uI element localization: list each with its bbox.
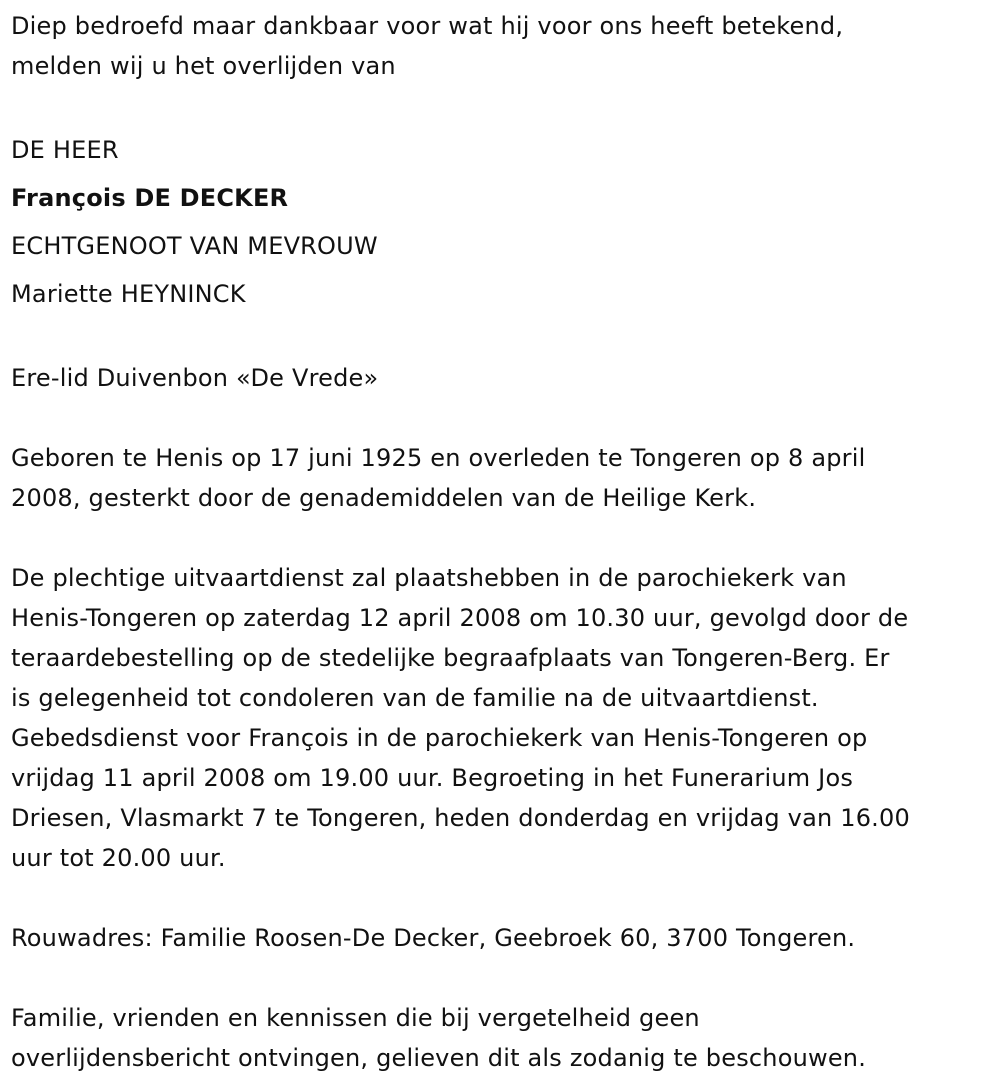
service-paragraph: [11, 558, 988, 878]
intro-line: Diep bedroefd maar dankbaar voor wat hij voor ons heeft betekend,: [11, 12, 844, 40]
service-line: uur tot 20.00 uur.: [11, 844, 226, 872]
birth-death-line: Geboren te Henis op 17 juni 1925 en overleden te Tongeren op 8 april: [11, 444, 866, 472]
closing-line: Familie, vrienden en kennissen die bij vergetelheid geen: [11, 1004, 700, 1032]
mourning-address: Rouwadres: Familie Roosen-De Decker, Geebroek 60, 3700 Tongeren.: [11, 924, 856, 952]
service-line: Driesen, Vlasmarkt 7 te Tongeren, heden donderdag en vrijdag van 16.00: [11, 804, 910, 832]
deceased-block: [11, 126, 988, 318]
intro-line: melden wij u het overlijden van: [11, 52, 396, 80]
service-line: Gebedsdienst voor François in de parochiekerk van Henis-Tongeren op: [11, 724, 868, 752]
birth-death-line: 2008, gesterkt door de genademiddelen van de Heilige Kerk.: [11, 484, 757, 512]
paragraph-gap: [11, 86, 988, 126]
paragraph-gap: [11, 518, 988, 558]
intro-paragraph: [11, 6, 988, 86]
honor-line: Ere-lid Duivenbon «De Vrede»: [11, 364, 379, 392]
paragraph-gap: [11, 318, 988, 358]
paragraph-gap: [11, 958, 988, 998]
service-line: teraardebestelling op de stedelijke begraafplaats van Tongeren-Berg. Er: [11, 644, 890, 672]
deceased-title: DE HEER: [11, 136, 119, 164]
birth-death-paragraph: [11, 438, 988, 518]
paragraph-gap: [11, 878, 988, 918]
deceased-name: François DE DECKER: [11, 184, 289, 212]
service-line: Henis-Tongeren op zaterdag 12 april 2008 om 10.30 uur, gevolgd door de: [11, 604, 909, 632]
closing-paragraph: [11, 998, 988, 1078]
service-line: vrijdag 11 april 2008 om 19.00 uur. Begroeting in het Funerarium Jos: [11, 764, 854, 792]
service-line: is gelegenheid tot condoleren van de familie na de uitvaartdienst.: [11, 684, 819, 712]
service-line: De plechtige uitvaartdienst zal plaatshebben in de parochiekerk van: [11, 564, 847, 592]
paragraph-gap: [11, 398, 988, 438]
closing-line: overlijdensbericht ontvingen, gelieven dit als zodanig te beschouwen.: [11, 1044, 867, 1072]
spouse-label: ECHTGENOOT VAN MEVROUW: [11, 232, 378, 260]
spouse-name: Mariette HEYNINCK: [11, 280, 246, 308]
